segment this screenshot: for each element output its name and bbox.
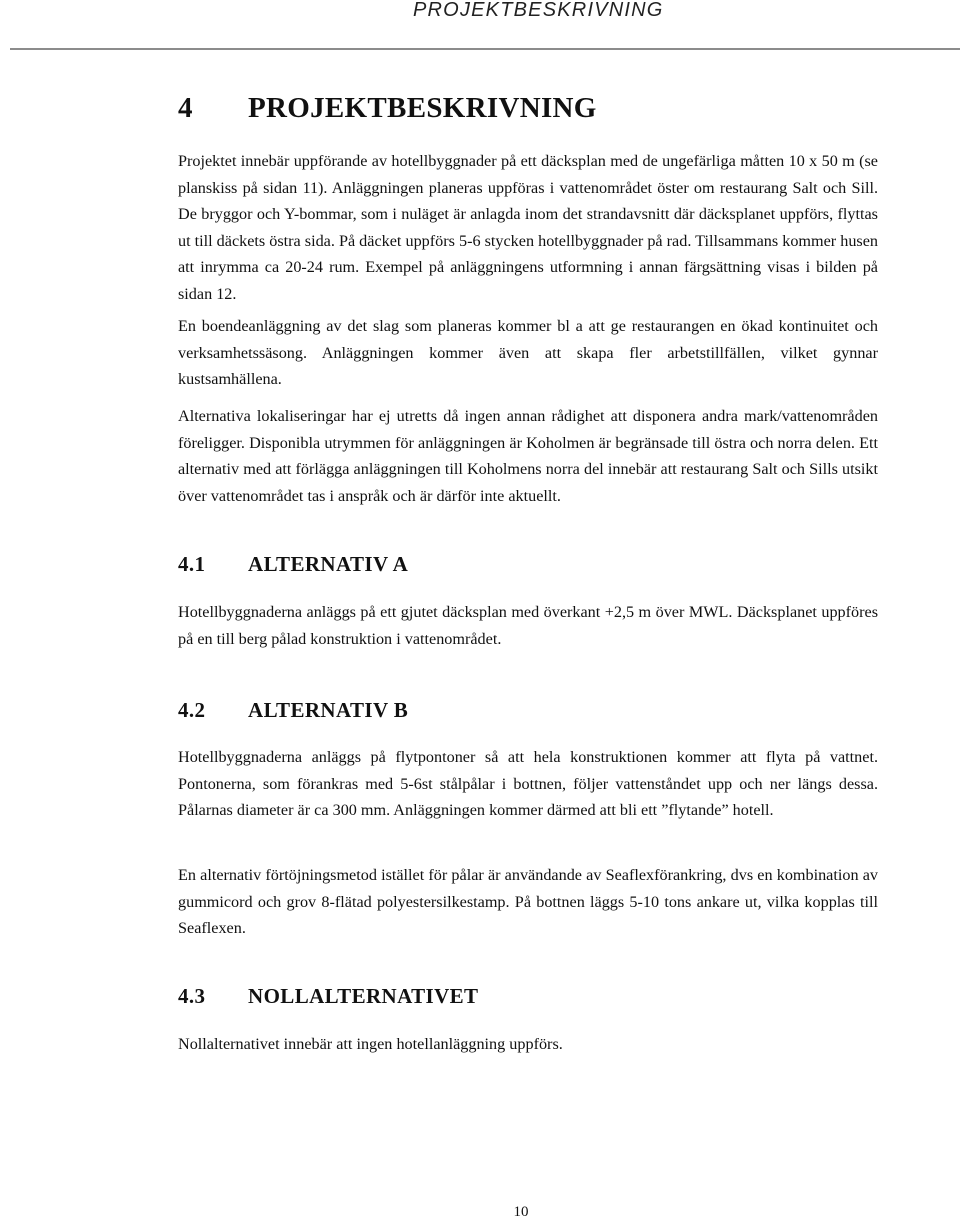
section-4-1-number: 4.1 [178,552,206,576]
section-4-2-title: ALTERNATIV B [248,698,409,722]
header-rule [10,48,960,50]
running-header: PROJEKTBESKRIVNING [413,0,664,21]
section-4-2-number: 4.2 [178,698,206,722]
section-4-2-paragraph-1: Hotellbyggnaderna anläggs på flytpontoner så att hela konstruktionen kommer att flyta på vattnet. Pontonerna, som förankras med 5-6st stålpålar i bottnen, följer vattenståndet upp och ner längs dessa. Pålarnas diameter är ca 300 mm. Anläggningen kommer därmed att bli ett ”flytande” hotell. [178,748,878,819]
section-4-heading [178,91,597,125]
section-4-number: 4 [178,92,193,124]
section-4-paragraph-1: Projektet innebär uppförande av hotellbyggnader på ett däcksplan med de ungefärliga måtten 10 x 50 m (se planskiss på sidan 11). Anläggningen planeras uppföras i vattenområdet öster om restaurang Salt och Sill. De bryggor och Y-bommar, som i nuläget är anlagda inom det strandavsnitt där däcksplanet uppförs, flyttas ut till däckets östra sida. På däcket uppförs 5-6 stycken hotellbyggnader på rad. Tillsammans kommer husen att inrymma ca 20-24 rum. Exempel på anläggningens utformning i annan färgsättning visas i bilden på sidan 12. [178,152,878,303]
section-4-3-number: 4.3 [178,984,206,1008]
section-4-paragraph-3: Alternativa lokaliseringar har ej utretts då ingen annan rådighet att disponera andra mark/vattenområden föreligger. Disponibla utrymmen för anläggningen är Koholmen är begränsade till östra och norra delen. Ett alternativ med att förlägga anläggningen till Koholmens norra del innebär att restaurang Salt och Sills utsikt över vattenområdet tas i anspråk och är därför inte aktuellt. [178,407,878,505]
section-4-3-paragraph-1: Nollalternativet innebär att ingen hotellanläggning uppförs. [178,1035,563,1053]
section-4-paragraph-2: En boendeanläggning av det slag som planeras kommer bl a att ge restaurangen en ökad kontinuitet och verksamhetssäsong. Anläggningen kommer även att skapa fler arbetstillfällen, vilket gynnar kustsamhällena. [178,317,878,388]
page-number: 10 [513,1204,529,1220]
section-4-2-heading [178,697,408,723]
section-4-1-heading [178,551,408,577]
section-4-1-paragraph-1: Hotellbyggnaderna anläggs på ett gjutet däcksplan med överkant +2,5 m över MWL. Däcksplanet uppföres på en till berg pålad konstruktion i vattenområdet. [178,603,878,648]
section-4-2-paragraph-2: En alternativ förtöjningsmetod istället för pålar är användande av Seaflexförankring, dvs en kombination av gummicord och grov 8-flätad polyestersilkestamp. På bottnen läggs 5-10 tons ankare ut, vilka kopplas till Seaflexen. [178,866,878,937]
section-4-3-heading [178,983,478,1009]
section-4-1-title: ALTERNATIV A [248,552,409,576]
section-4-3-title: NOLLALTERNATIVET [248,984,479,1008]
section-4-title: PROJEKTBESKRIVNING [248,92,597,124]
